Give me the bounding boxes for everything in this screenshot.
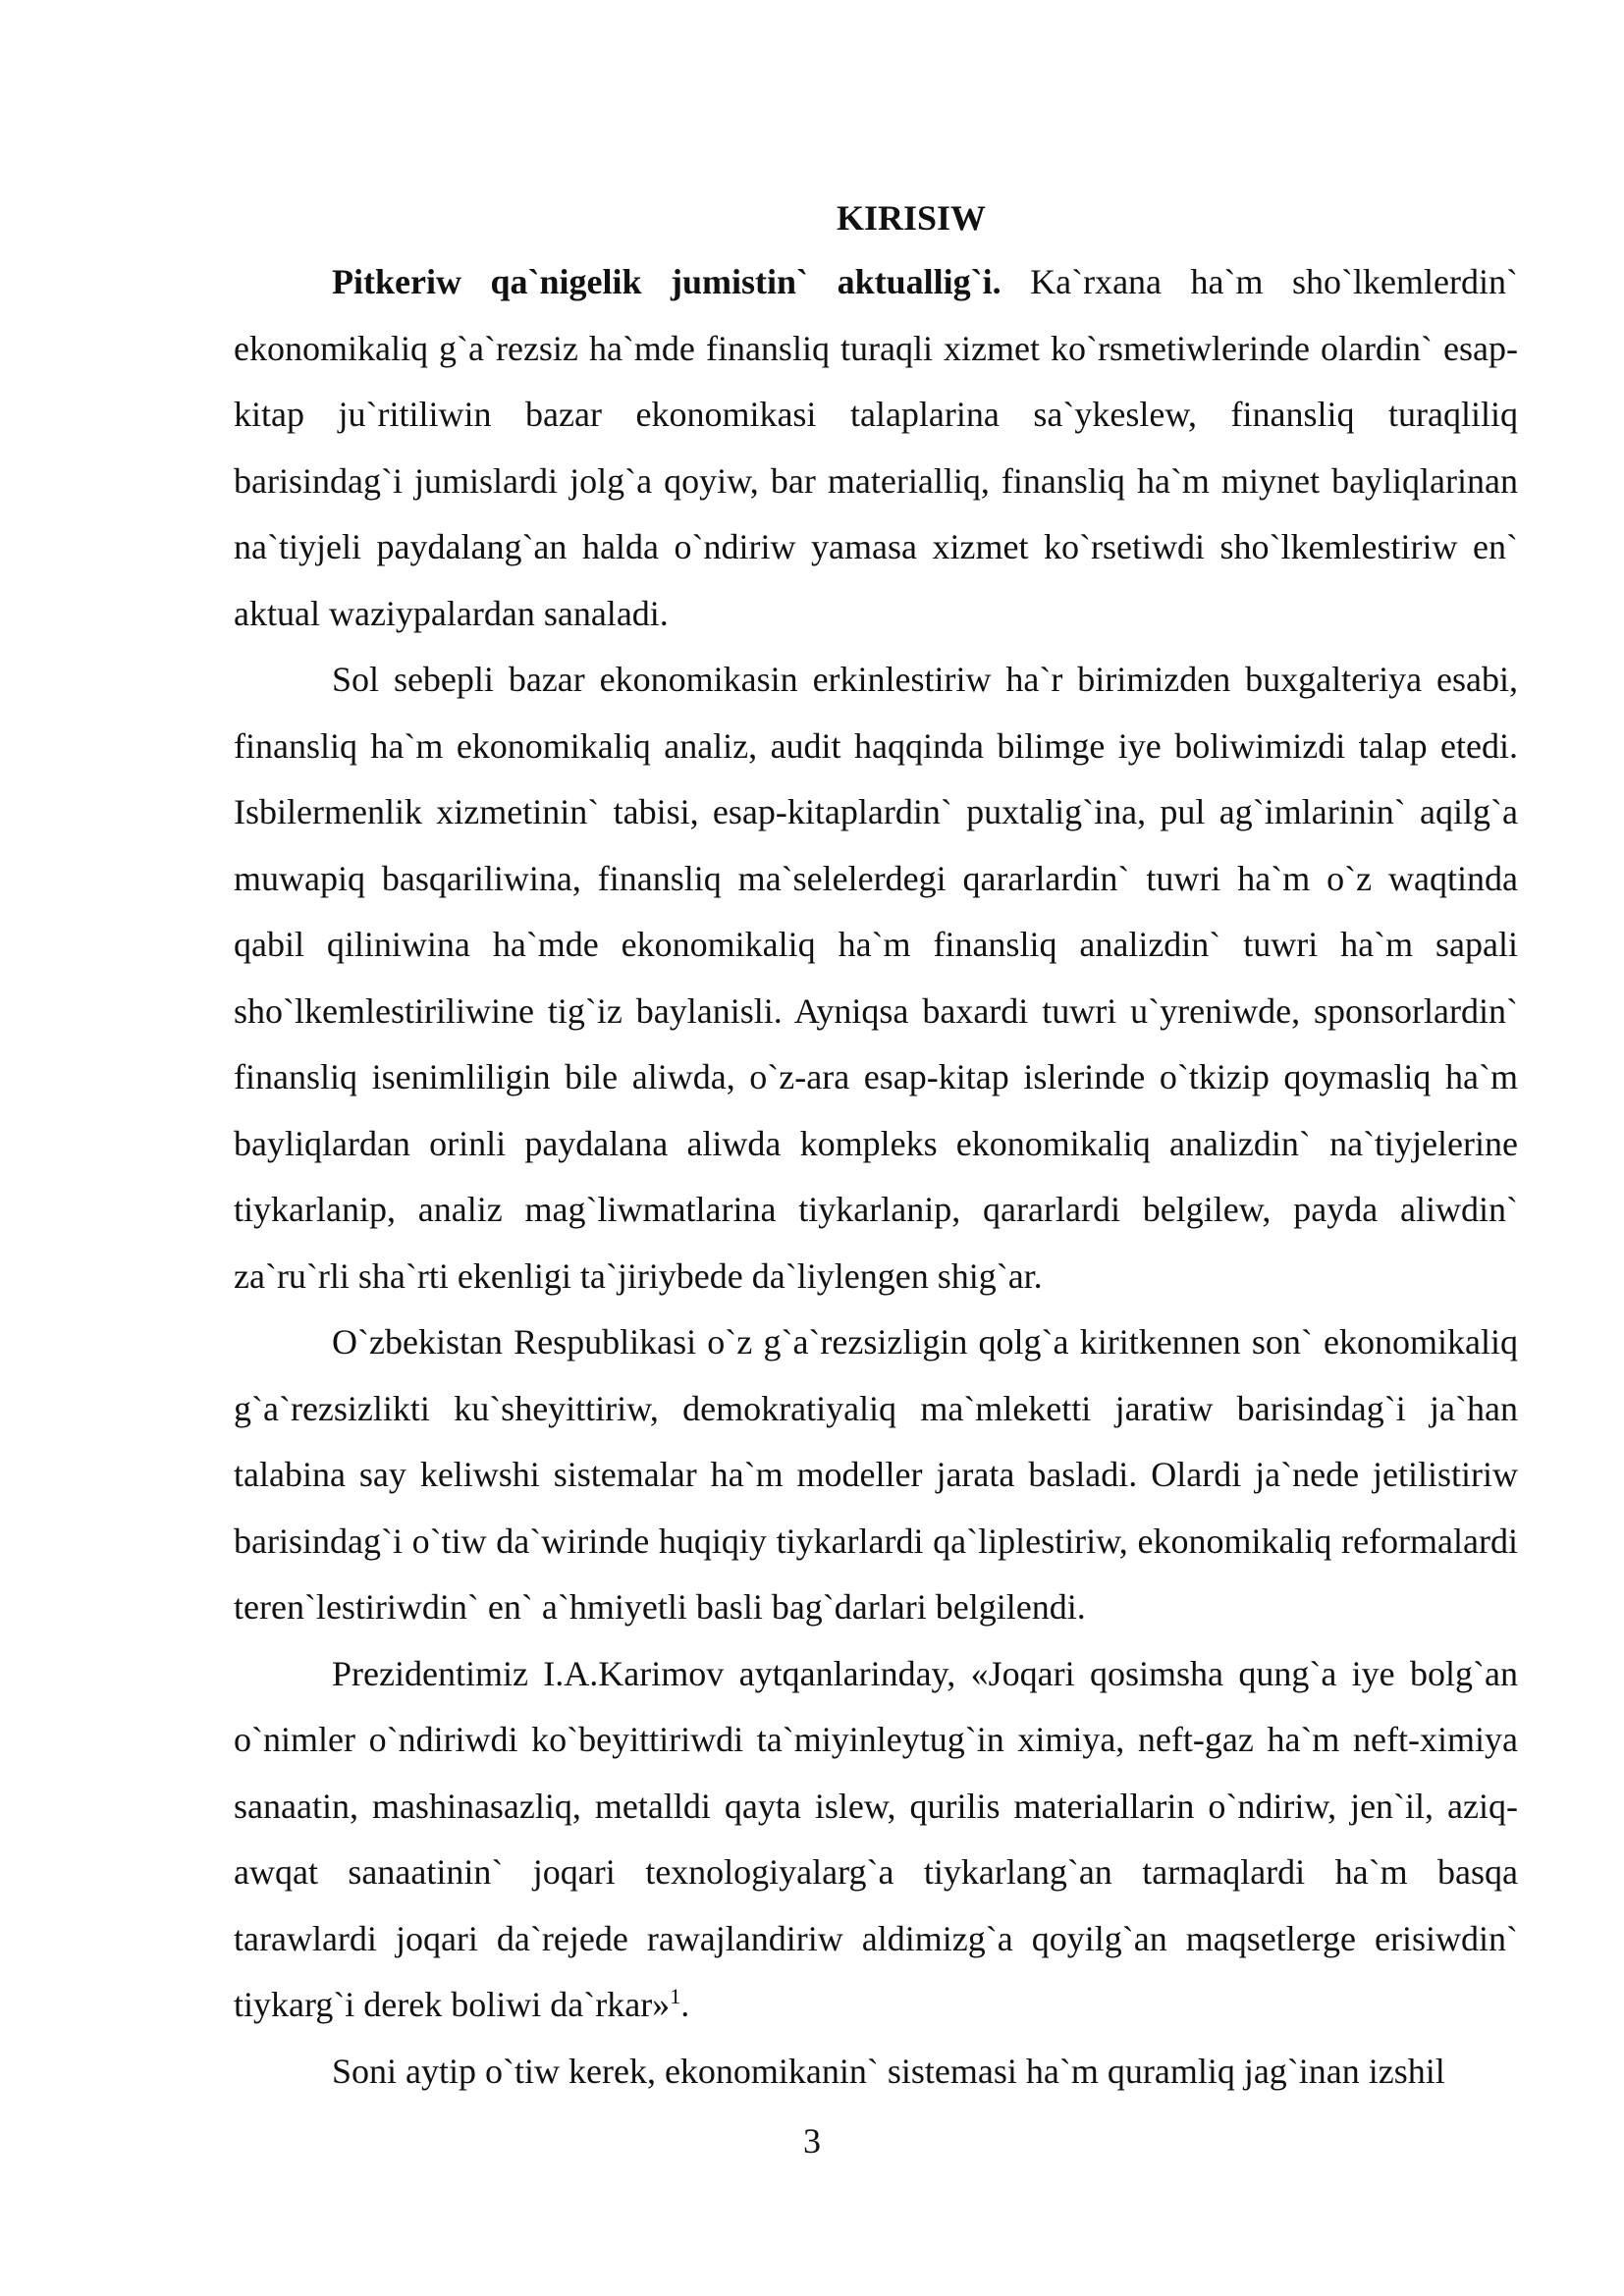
paragraph-5 — [234, 2039, 1518, 2106]
section-heading: KIRISIW — [836, 198, 987, 238]
document-body — [234, 187, 1518, 2105]
paragraph-text: Soni aytip o`tiw kerek, ekonomikanin` sistemasi ha`m quramliq jag`inan izshil — [332, 2051, 1445, 2091]
paragraph-3 — [234, 1309, 1518, 1641]
paragraph-tail: . — [680, 1985, 690, 2024]
paragraph-2 — [234, 647, 1518, 1309]
paragraph-text: Sol sebepli bazar ekonomikasin erkinlestiriw ha`r birimizden buxgalteriya esabi, finansliq ha`m ekonomikaliq analiz, audit haqqinda bilimge iye boliwimizdi talap etedi. Isbilermenlik xizmetinin` tabisi, esap-kitaplardin` puxtalig`ina, pul ag`imlarinin` aqilg`a muwapiq basqariliwina, finansliq ma`selelerdegi qararlardin` tuwri ha`m o`z waqtinda qabil qiliniwina ha`mde ekonomikaliq ha`m finansliq analizdin` tuwri ha`m sapali sho`lkemlestiriliwine tig`iz baylanisli. Ayniqsa baxardi tuwri u`yreniwde, sponsorlardin` finansliq isenimliligin bile aliwda, o`z-ara esap-kitap islerinde o`tkizip qoymasliq ha`m bayliqlardan orinli paydalana aliwda kompleks ekonomikaliq analizdin` na`tiyjelerine tiykarlanip, analiz mag`liwmatlarina tiykarlanip, qararlardi belgilew, payda aliwdin` za`ru`rli sha`rti ekenligi ta`jiriybede da`liylengen shig`ar. — [234, 660, 1518, 1296]
paragraph-text: Prezidentimiz I.A.Karimov aytqanlarinday, «Joqari qosimsha qung`a iye bolg`an o`nimler o`ndiriwdi ko`beyittiriwdi ta`miyinleytug`in ximiya, neft-gaz ha`m neft-ximiya sanaatin, mashinasazliq, metalldi qayta islew, qurilis materiallarin o`ndiriw, jen`il, aziq-awqat sanaatinin` joqari texnologiyalarg`a tiykarlang`an tarmaqlardi ha`m basqa tarawlardi joqari da`rejede rawajlandiriw aldimizg`a qoyilg`an maqsetlerge erisiwdin` tiykarg`i derek boliwi da`rkar» — [234, 1653, 1518, 2024]
paragraph-4 — [234, 1641, 1518, 2039]
paragraph-text: Ka`rxana ha`m sho`lkemlerdin` ekonomikaliq g`a`rezsiz ha`mde finansliq turaqli xizmet ko`rsmetiwlerinde olardin` esap-kitap ju`ritiliwin bazar ekonomikasi talaplarina sa`ykeslew, finansliq turaqliliq barisindag`i jumislardi jolg`a qoyiw, bar materialliq, finansliq ha`m miynet bayliqlarinan na`tiyjeli paydalang`an halda o`ndiriw yamasa xizmet ko`rsetiwdi sho`lkemlestiriw en` aktual waziypalardan sanaladi. — [234, 262, 1518, 633]
paragraph-1 — [234, 249, 1518, 647]
paragraph-lead-bold: Pitkeriw qa`nigelik jumistin` aktuallig`i. — [332, 262, 1001, 301]
page-number: 3 — [803, 2121, 821, 2161]
paragraph-text: O`zbekistan Respublikasi o`z g`a`rezsizligin qolg`a kiritkennen son` ekonomikaliq g`a`rezsizlikti ku`sheyittiriw, demokratiyaliq ma`mleketti jaratiw barisindag`i ja`han talabina say keliwshi sistemalar ha`m modeller jarata basladi. Olardi ja`nede jetilistiriw barisindag`i o`tiw da`wirinde huqiqiy tiykarlardi qa`liplestiriw, ekonomikaliq reformalardi teren`lestiriwdin` en` a`hmiyetli basli bag`darlari belgilendi. — [234, 1322, 1518, 1627]
footnote-reference[interactable]: 1 — [670, 1984, 681, 2008]
